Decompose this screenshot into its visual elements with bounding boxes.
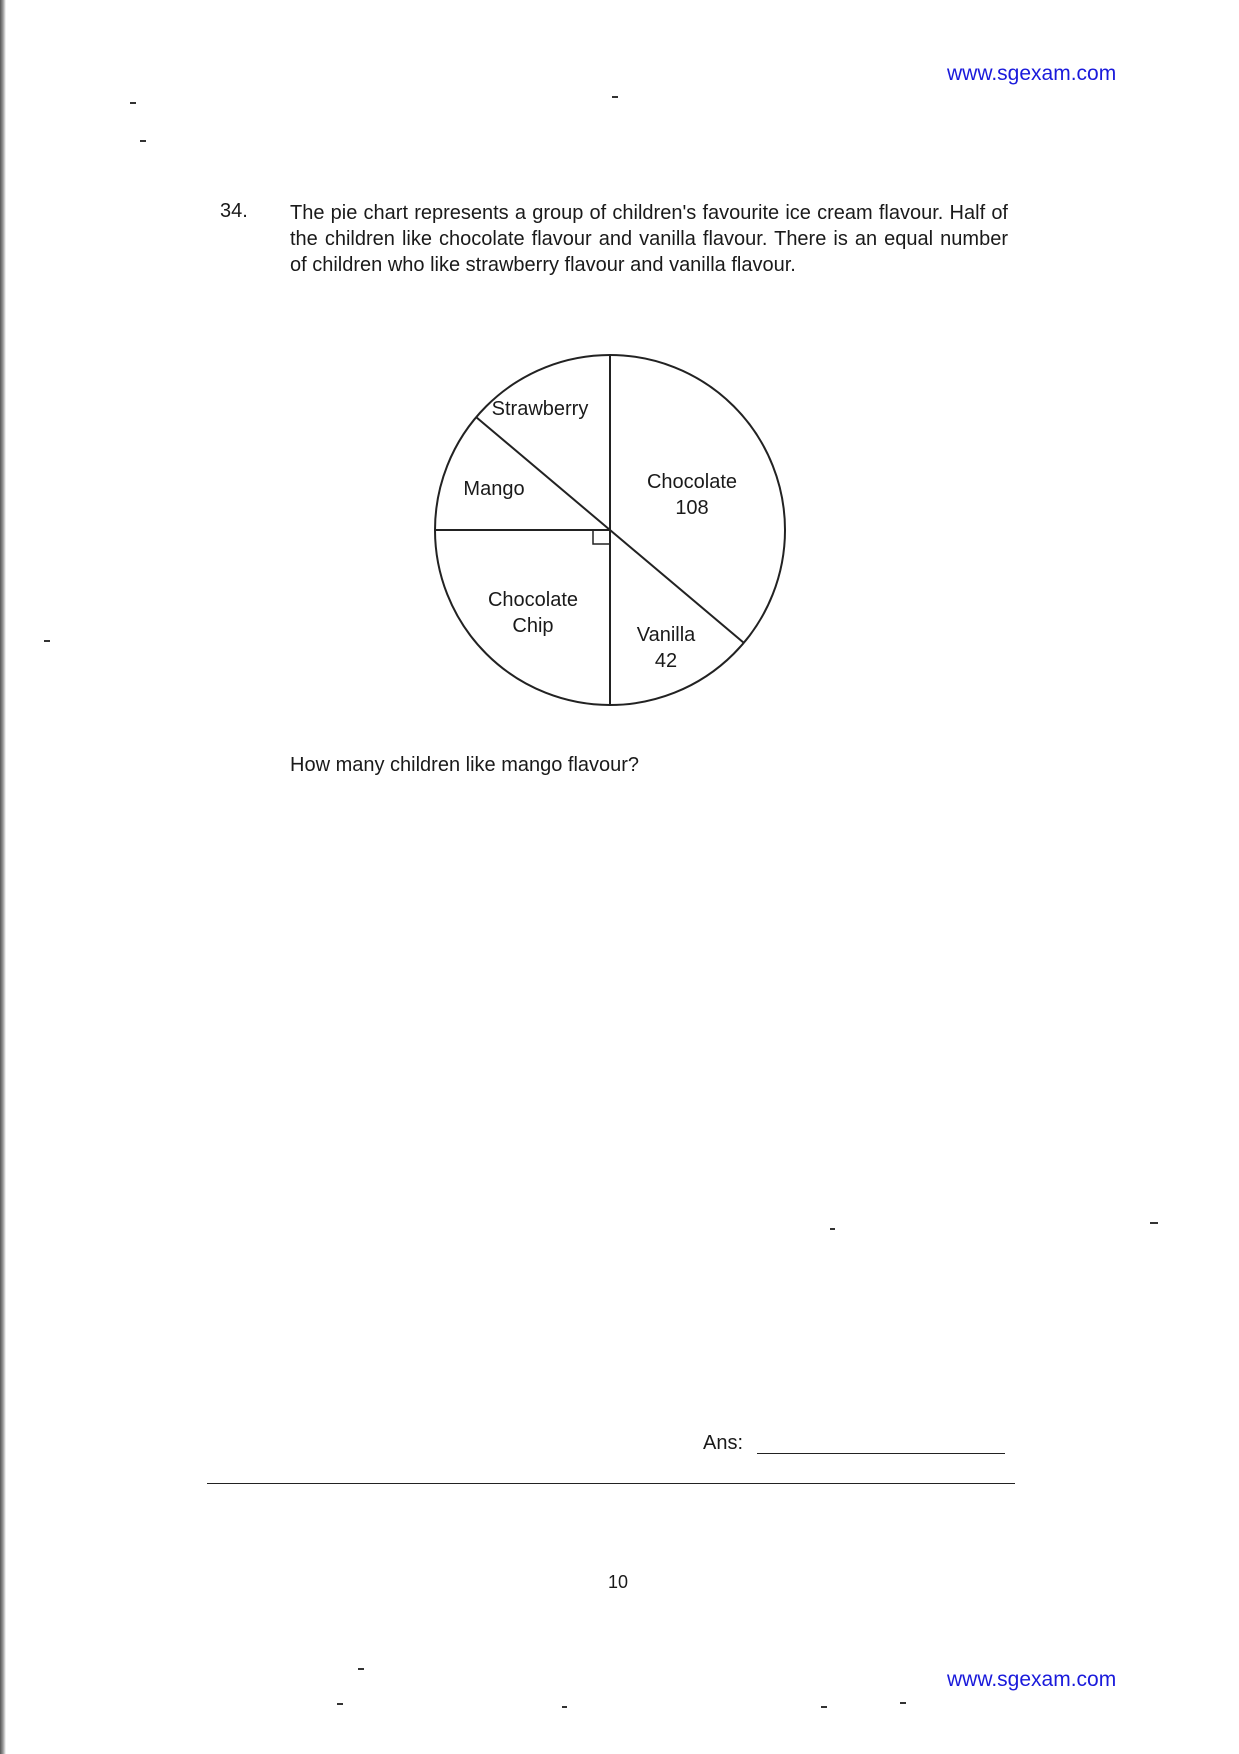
slice-label-vanilla: Vanilla	[636, 624, 696, 646]
pie-chart	[420, 340, 800, 720]
page-number: 10	[608, 1572, 629, 1592]
question-prompt: How many children like mango flavour?	[290, 754, 640, 776]
scan-speck	[337, 1703, 343, 1705]
divider-diagonal-upper	[476, 417, 610, 530]
scan-speck	[358, 1668, 364, 1670]
slice-value-vanilla: 42	[654, 650, 678, 672]
answer-line[interactable]	[757, 1453, 1005, 1454]
scan-edge	[0, 0, 6, 1754]
scan-speck	[900, 1702, 906, 1704]
slice-label-mango: Mango	[463, 478, 525, 500]
site-watermark-bottom: www.sgexam.com	[947, 1668, 1117, 1691]
scan-speck	[562, 1706, 567, 1708]
scan-speck	[821, 1706, 827, 1708]
site-watermark-top: www.sgexam.com	[947, 62, 1117, 85]
slice-value-chocolate: 108	[675, 497, 709, 519]
right-angle-marker	[593, 530, 610, 544]
scan-speck	[1150, 1222, 1158, 1224]
scan-speck	[830, 1228, 835, 1230]
slice-label-chocolate-chip-line2: Chip	[512, 615, 554, 637]
section-divider	[207, 1483, 1015, 1484]
scan-speck	[130, 102, 136, 104]
scan-speck	[612, 96, 618, 98]
slice-label-chocolate: Chocolate	[646, 471, 738, 493]
scan-speck	[44, 640, 50, 642]
slice-label-strawberry: Strawberry	[491, 398, 589, 420]
question-number: 34.	[220, 200, 248, 222]
slice-label-chocolate-chip-line1: Chocolate	[487, 589, 579, 611]
answer-label: Ans:	[703, 1432, 744, 1454]
question-text: The pie chart represents a group of children's favourite ice cream flavour. Half of the children like chocolate flavour and vanilla flavour. There is an equal number of children who like strawberry flavour and vanilla flavour.	[290, 202, 1008, 276]
scan-speck	[140, 140, 146, 142]
